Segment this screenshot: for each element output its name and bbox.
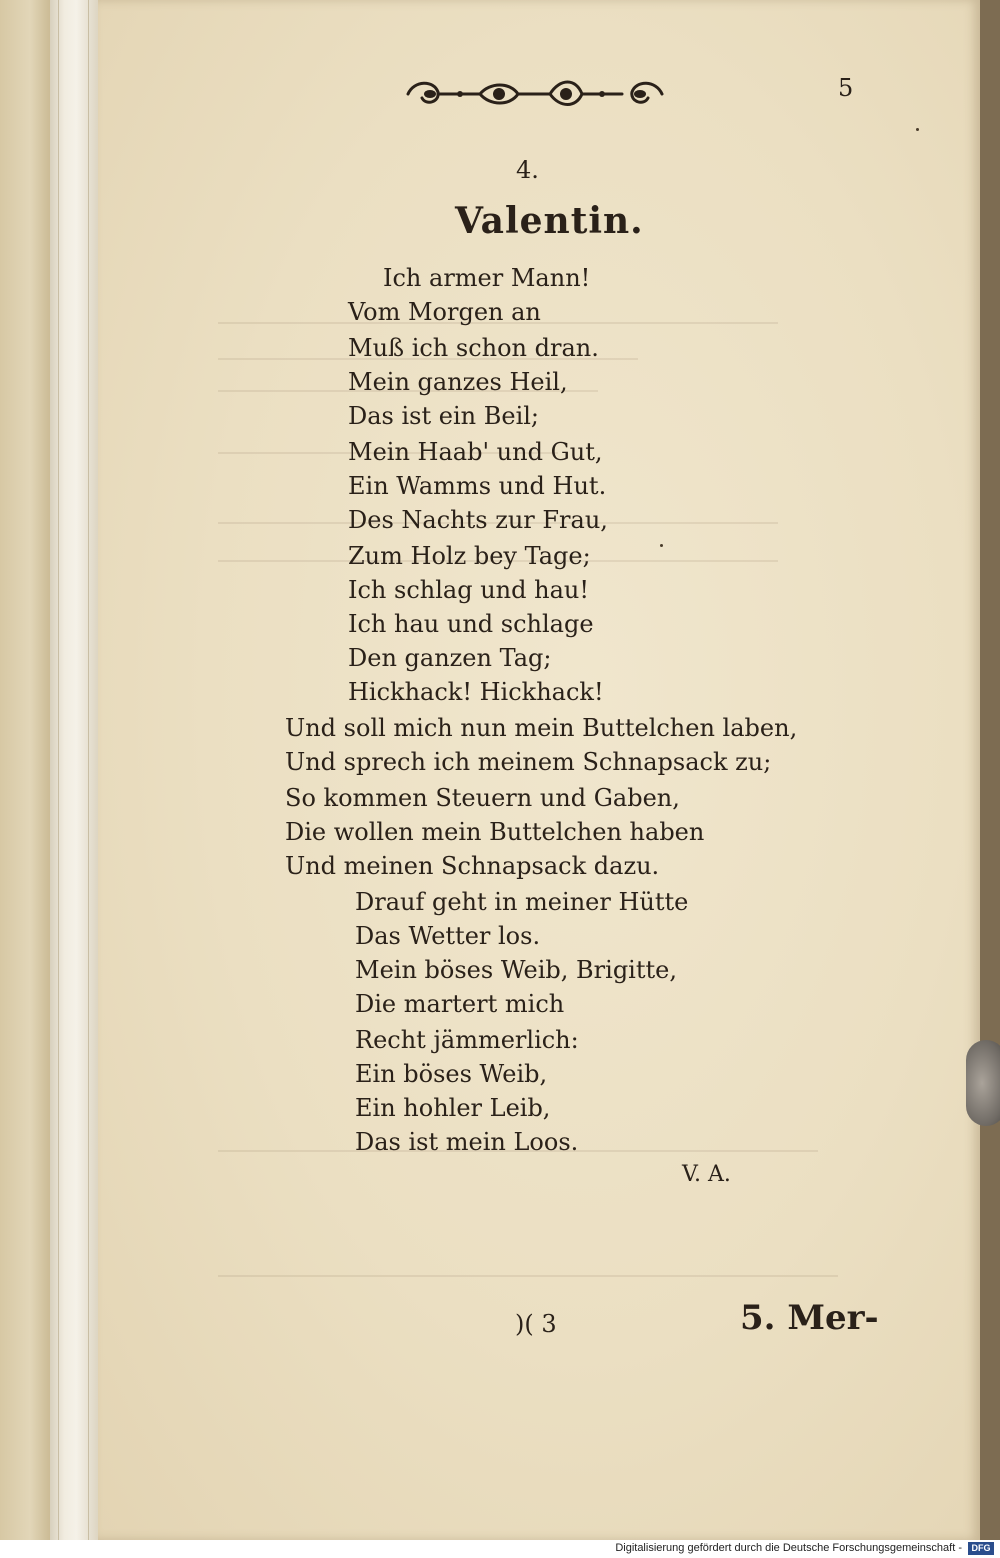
poem-line: Zum Holz bey Tage; (348, 542, 591, 570)
poem-line: Ich hau und schlage (348, 610, 594, 638)
poem-line: Hickhack! Hickhack! (348, 678, 604, 706)
poem-line: Ein hohler Leib, (355, 1094, 551, 1122)
poem-line: Die wollen mein Buttelchen haben (285, 818, 705, 846)
author-initials: V. A. (682, 1162, 731, 1187)
poem-line: Muß ich schon dran. (348, 334, 599, 362)
poem-line: Ein böses Weib, (355, 1060, 548, 1088)
book-spine (50, 0, 99, 1540)
previous-page-edge (0, 0, 50, 1540)
poem-line: Das Wetter los. (355, 922, 541, 950)
footer-bar (0, 1540, 1000, 1558)
clasp-tab (966, 1040, 1000, 1126)
signature-mark: )( 3 (515, 1310, 557, 1338)
page-number: 5 (838, 74, 854, 102)
catchword: 5. Mer- (740, 1298, 879, 1338)
poem-line: Die martert mich (355, 990, 565, 1018)
poem-line: Vom Morgen an (348, 298, 541, 326)
poem-line: Und meinen Schnapsack dazu. (285, 852, 660, 880)
poem-line: Den ganzen Tag; (348, 644, 552, 672)
poem-line: Das ist mein Loos. (355, 1128, 579, 1156)
poem-line: Recht jämmerlich: (355, 1026, 579, 1054)
poem-line: Ich armer Mann! (383, 264, 591, 292)
poem-line: Ich schlag und hau! (348, 576, 589, 604)
poem-line: Das ist ein Beil; (348, 402, 540, 430)
page-border-right (980, 0, 1000, 1540)
funding-notice: Digitalisierung gefördert durch die Deutsche Forschungsgemeinschaft - (615, 1542, 962, 1554)
poem-line: Und sprech ich meinem Schnapsack zu; (285, 748, 772, 776)
poem-line: Mein böses Weib, Brigitte, (355, 956, 677, 984)
poem-title: Valentin. (455, 200, 644, 242)
dfg-logo-icon: DFG (968, 1542, 994, 1555)
poem-line: Des Nachts zur Frau, (348, 506, 608, 534)
poem-line: Mein Haab' und Gut, (348, 438, 603, 466)
poem-line: Ein Wamms und Hut. (348, 472, 607, 500)
poem-line: Mein ganzes Heil, (348, 368, 568, 396)
header-ornament-icon (400, 72, 670, 114)
poem-line: Drauf geht in meiner Hütte (355, 888, 689, 916)
poem-line: So kommen Steuern und Gaben, (285, 784, 680, 812)
poem-line: Und soll mich nun mein Buttelchen laben, (285, 714, 798, 742)
poem-number: 4. (516, 156, 539, 184)
